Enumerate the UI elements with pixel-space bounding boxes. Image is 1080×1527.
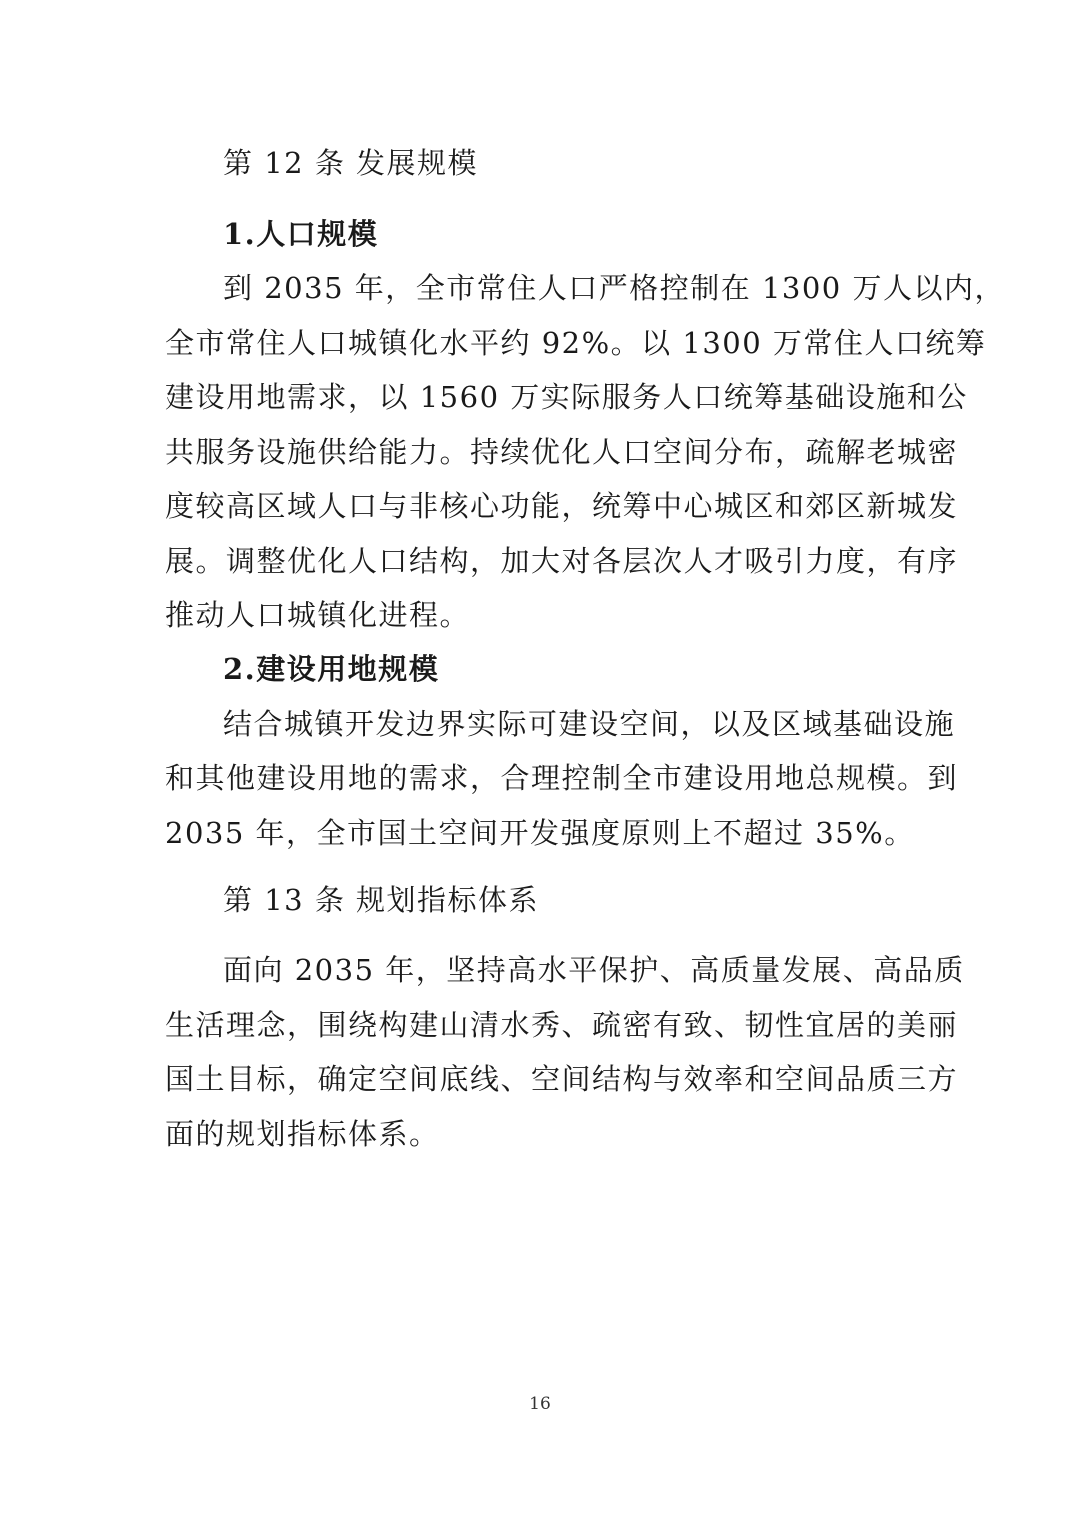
paragraph-line: 展。调整优化人口结构，加大对各层次人才吸引力度，有序 xyxy=(165,544,959,578)
paragraph-line: 面向 2035 年，坚持高水平保护、高质量发展、高品质 xyxy=(223,953,965,987)
article-13-title: 第 13 条 规划指标体系 xyxy=(223,883,540,917)
paragraph-line: 国土目标，确定空间底线、空间结构与效率和空间品质三方 xyxy=(165,1062,959,1096)
paragraph-line: 和其他建设用地的需求，合理控制全市建设用地总规模。到 xyxy=(165,761,959,795)
section-population-heading: 1.人口规模 xyxy=(223,217,379,251)
paragraph-line: 度较高区域人口与非核心功能，统筹中心城区和郊区新城发 xyxy=(165,489,959,523)
paragraph-line: 共服务设施供给能力。持续优化人口空间分布，疏解老城密 xyxy=(165,435,959,469)
section-land-heading: 2.建设用地规模 xyxy=(223,652,440,686)
paragraph-line: 到 2035 年，全市常住人口严格控制在 1300 万人以内， xyxy=(223,271,1005,305)
paragraph-line: 建设用地需求，以 1560 万实际服务人口统筹基础设施和公 xyxy=(165,380,968,414)
paragraph-line: 生活理念，围绕构建山清水秀、疏密有致、韧性宜居的美丽 xyxy=(165,1008,959,1042)
paragraph-line: 全市常住人口城镇化水平约 92%。以 1300 万常住人口统筹 xyxy=(165,326,987,360)
document-page xyxy=(165,0,1005,1527)
paragraph-line: 结合城镇开发边界实际可建设空间，以及区域基础设施 xyxy=(223,707,956,741)
page-number: 16 xyxy=(529,1394,551,1414)
article-12-title: 第 12 条 发展规模 xyxy=(223,146,479,180)
paragraph-line: 2035 年，全市国土空间开发强度原则上不超过 35%。 xyxy=(165,816,915,850)
paragraph-line: 面的规划指标体系。 xyxy=(165,1117,440,1151)
paragraph-line: 推动人口城镇化进程。 xyxy=(165,598,471,632)
